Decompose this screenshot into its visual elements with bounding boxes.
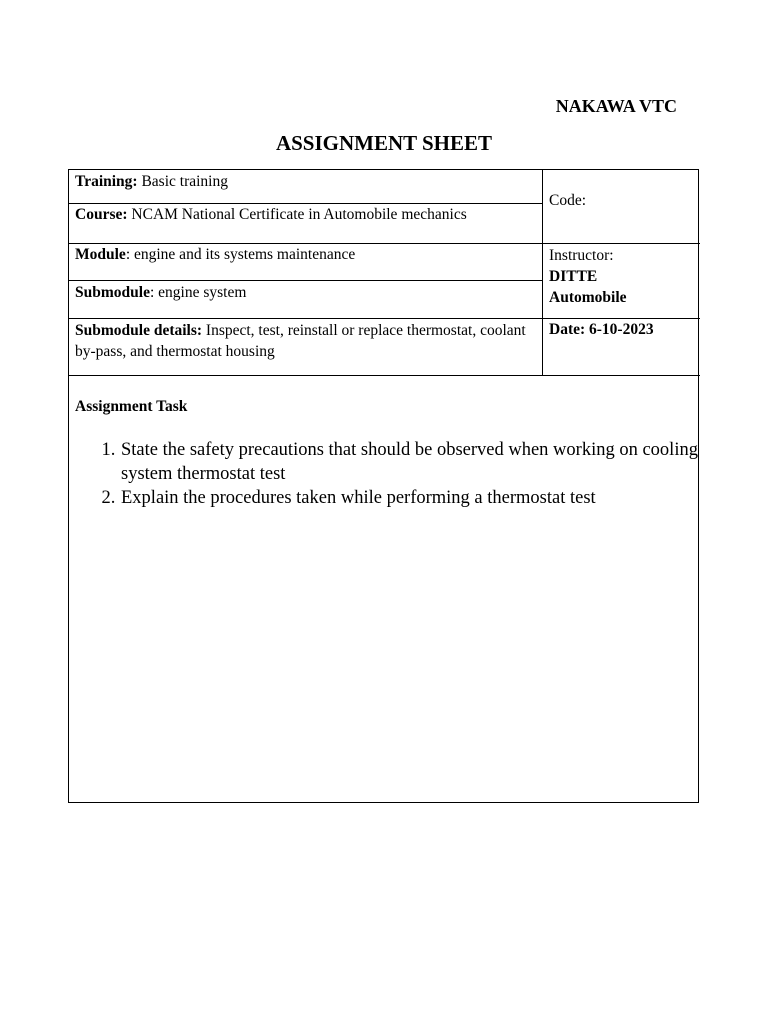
date-field <box>543 320 700 340</box>
training-field <box>69 172 542 192</box>
submodule-details-label: Submodule details: <box>75 322 203 339</box>
submodule-details-field <box>69 320 542 362</box>
code-label: Code: <box>549 192 587 209</box>
submodule-label: Submodule <box>75 284 150 301</box>
list-item: 1. State the safety precautions that should be observed when working on cooling system thermostat test <box>120 438 720 486</box>
task-list <box>89 438 720 510</box>
course-value: NCAM National Certificate in Automobile mechanics <box>127 206 467 223</box>
module-value: : engine and its systems maintenance <box>125 246 356 263</box>
assignment-task-heading: Assignment Task <box>75 398 188 415</box>
date-label: Date: 6-10-2023 <box>549 321 654 338</box>
code-field <box>543 191 700 211</box>
submodule-value: : engine system <box>149 284 247 301</box>
assignment-table <box>68 169 699 803</box>
submodule-details-value: Inspect, test, reinstall or replace thermostat, coolant by-pass, and thermostat housing <box>75 322 526 360</box>
training-value: Basic training <box>137 173 228 190</box>
row-divider <box>69 203 542 204</box>
instructor-label: Instructor: <box>549 247 614 264</box>
row-divider <box>69 243 700 244</box>
module-label: Module <box>75 246 126 263</box>
training-label: Training: <box>75 173 138 190</box>
course-field <box>69 205 542 225</box>
course-label: Course: <box>75 206 128 223</box>
instructor-name-line1: DITTE <box>549 268 598 285</box>
module-field <box>69 245 542 265</box>
institution-name: NAKAWA VTC <box>555 96 677 116</box>
list-item: 2. Explain the procedures taken while performing a thermostat test <box>120 486 720 510</box>
row-divider <box>69 318 700 319</box>
row-divider <box>69 375 700 376</box>
instructor-field <box>543 245 700 308</box>
instructor-name-line2: Automobile <box>549 289 627 306</box>
page-title: ASSIGNMENT SHEET <box>275 131 493 155</box>
submodule-field <box>69 283 542 303</box>
row-divider <box>69 280 542 281</box>
